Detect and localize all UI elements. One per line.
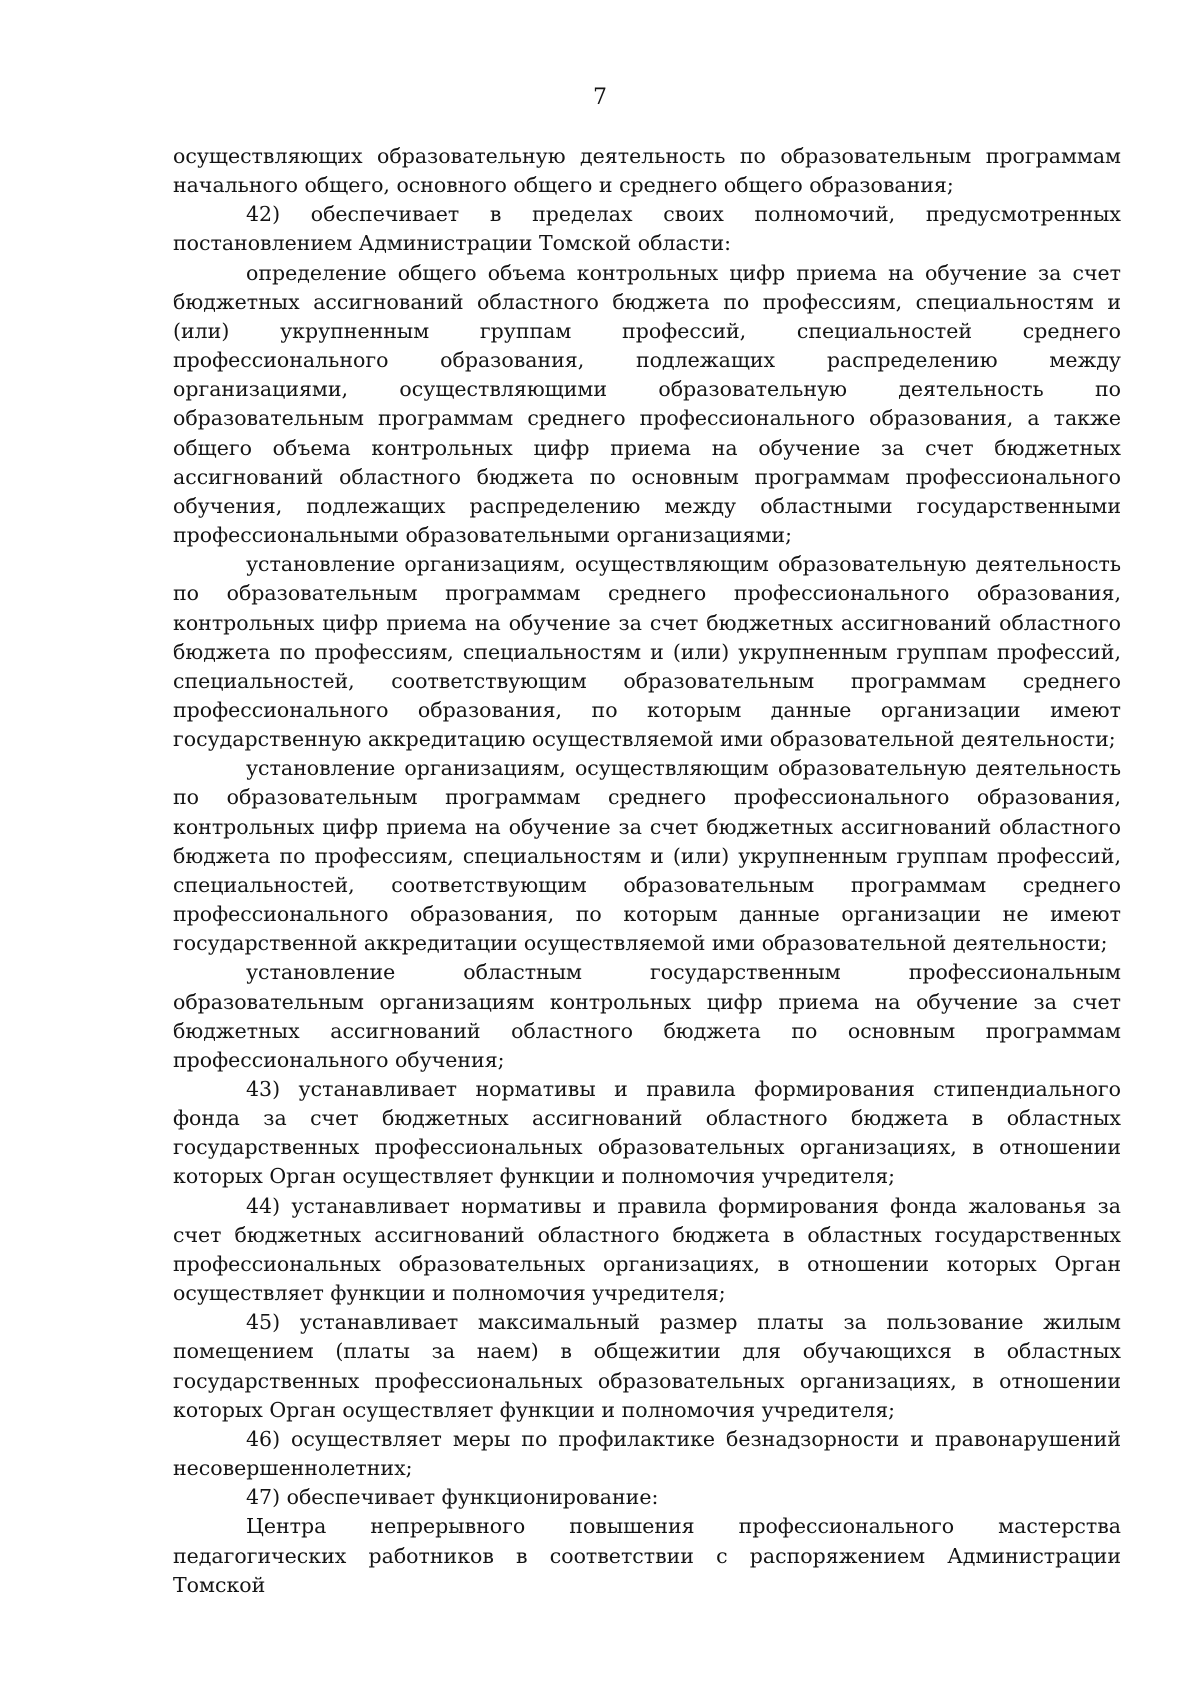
paragraph-item-42: 42) обеспечивает в пределах своих полномочий, предусмотренных постановлением Администрации Томской области: bbox=[173, 202, 1121, 256]
paragraph-definition-total-admission: определение общего объема контрольных цифр приема на обучение за счет бюджетных ассигнований областного бюджета по профессиям, специальностям и (или) укрупненным группам профессий, специальностей среднего профессионального образования, подлежащих распределению между организациями, осуществляющими образовательную деятельность по образовательным программам среднего профессионального образования, а также общего объема контрольных цифр приема на обучение за счет бюджетных ассигнований областного бюджета по основным программам профессионального обучения, подлежащих распределению между областными государственными профессиональными образовательными организациями; bbox=[173, 260, 1121, 548]
paragraph-vocational-training-admission: установление областным государственным профессиональным образовательным организациям контрольных цифр приема на обучение за счет бюджетных ассигнований областного бюджета по основным программам профессионального обучения; bbox=[173, 960, 1121, 1072]
paragraph-center-continuation: Центра непрерывного повышения профессионального мастерства педагогических работников в соответствии с распоряжением Администрации Томской bbox=[173, 1514, 1121, 1597]
page-number: 7 bbox=[593, 85, 607, 110]
document-body bbox=[173, 142, 1121, 1600]
paragraph-item-44: 44) устанавливает нормативы и правила формирования фонда жалованья за счет бюджетных ассигнований областного бюджета в областных государственных профессиональных образовательных организациях, в отношении которых Орган осуществляет функции и полномочия учредителя; bbox=[173, 1193, 1121, 1306]
paragraph-item-43: 43) устанавливает нормативы и правила формирования стипендиального фонда за счет бюджетных ассигнований областного бюджета в областных государственных профессиональных образовательных организациях, в отношении которых Орган осуществляет функции и полномочия учредителя; bbox=[173, 1077, 1121, 1189]
paragraph-item-46: 46) осуществляет меры по профилактике безнадзорности и правонарушений несовершеннолетних; bbox=[173, 1426, 1121, 1481]
paragraph-non-accredited-admission: установление организациям, осуществляющим образовательную деятельность по образовательным программам среднего профессионального образования, контрольных цифр приема на обучение за счет бюджетных ассигнований областного бюджета по профессиям, специальностям и (или) укрупненным группам профессий, специальностей, соответствующим образовательным программам среднего профессионального образования, по которым данные организации не имеют государственной аккредитации осуществляемой ими образовательной деятельности; bbox=[173, 756, 1121, 956]
paragraph-accredited-admission: установление организациям, осуществляющим образовательную деятельность по образовательным программам среднего профессионального образования, контрольных цифр приема на обучение за счет бюджетных ассигнований областного бюджета по профессиям, специальностям и (или) укрупненным группам профессий, специальностей, соответствующим образовательным программам среднего профессионального образования, по которым данные организации имеют государственную аккредитацию осуществляемой ими образовательной деятельности; bbox=[173, 552, 1121, 752]
paragraph-item-45: 45) устанавливает максимальный размер платы за пользование жилым помещением (платы за наем) в общежитии для обучающихся в областных государственных профессиональных образовательных организациях, в отношении которых Орган осуществляет функции и полномочия учредителя; bbox=[173, 1310, 1121, 1422]
paragraph-continuation: осуществляющих образовательную деятельность по образовательным программам начального общего, основного общего и среднего общего образования; bbox=[173, 144, 1121, 198]
paragraph-item-47: 47) обеспечивает функционирование: bbox=[246, 1485, 659, 1510]
